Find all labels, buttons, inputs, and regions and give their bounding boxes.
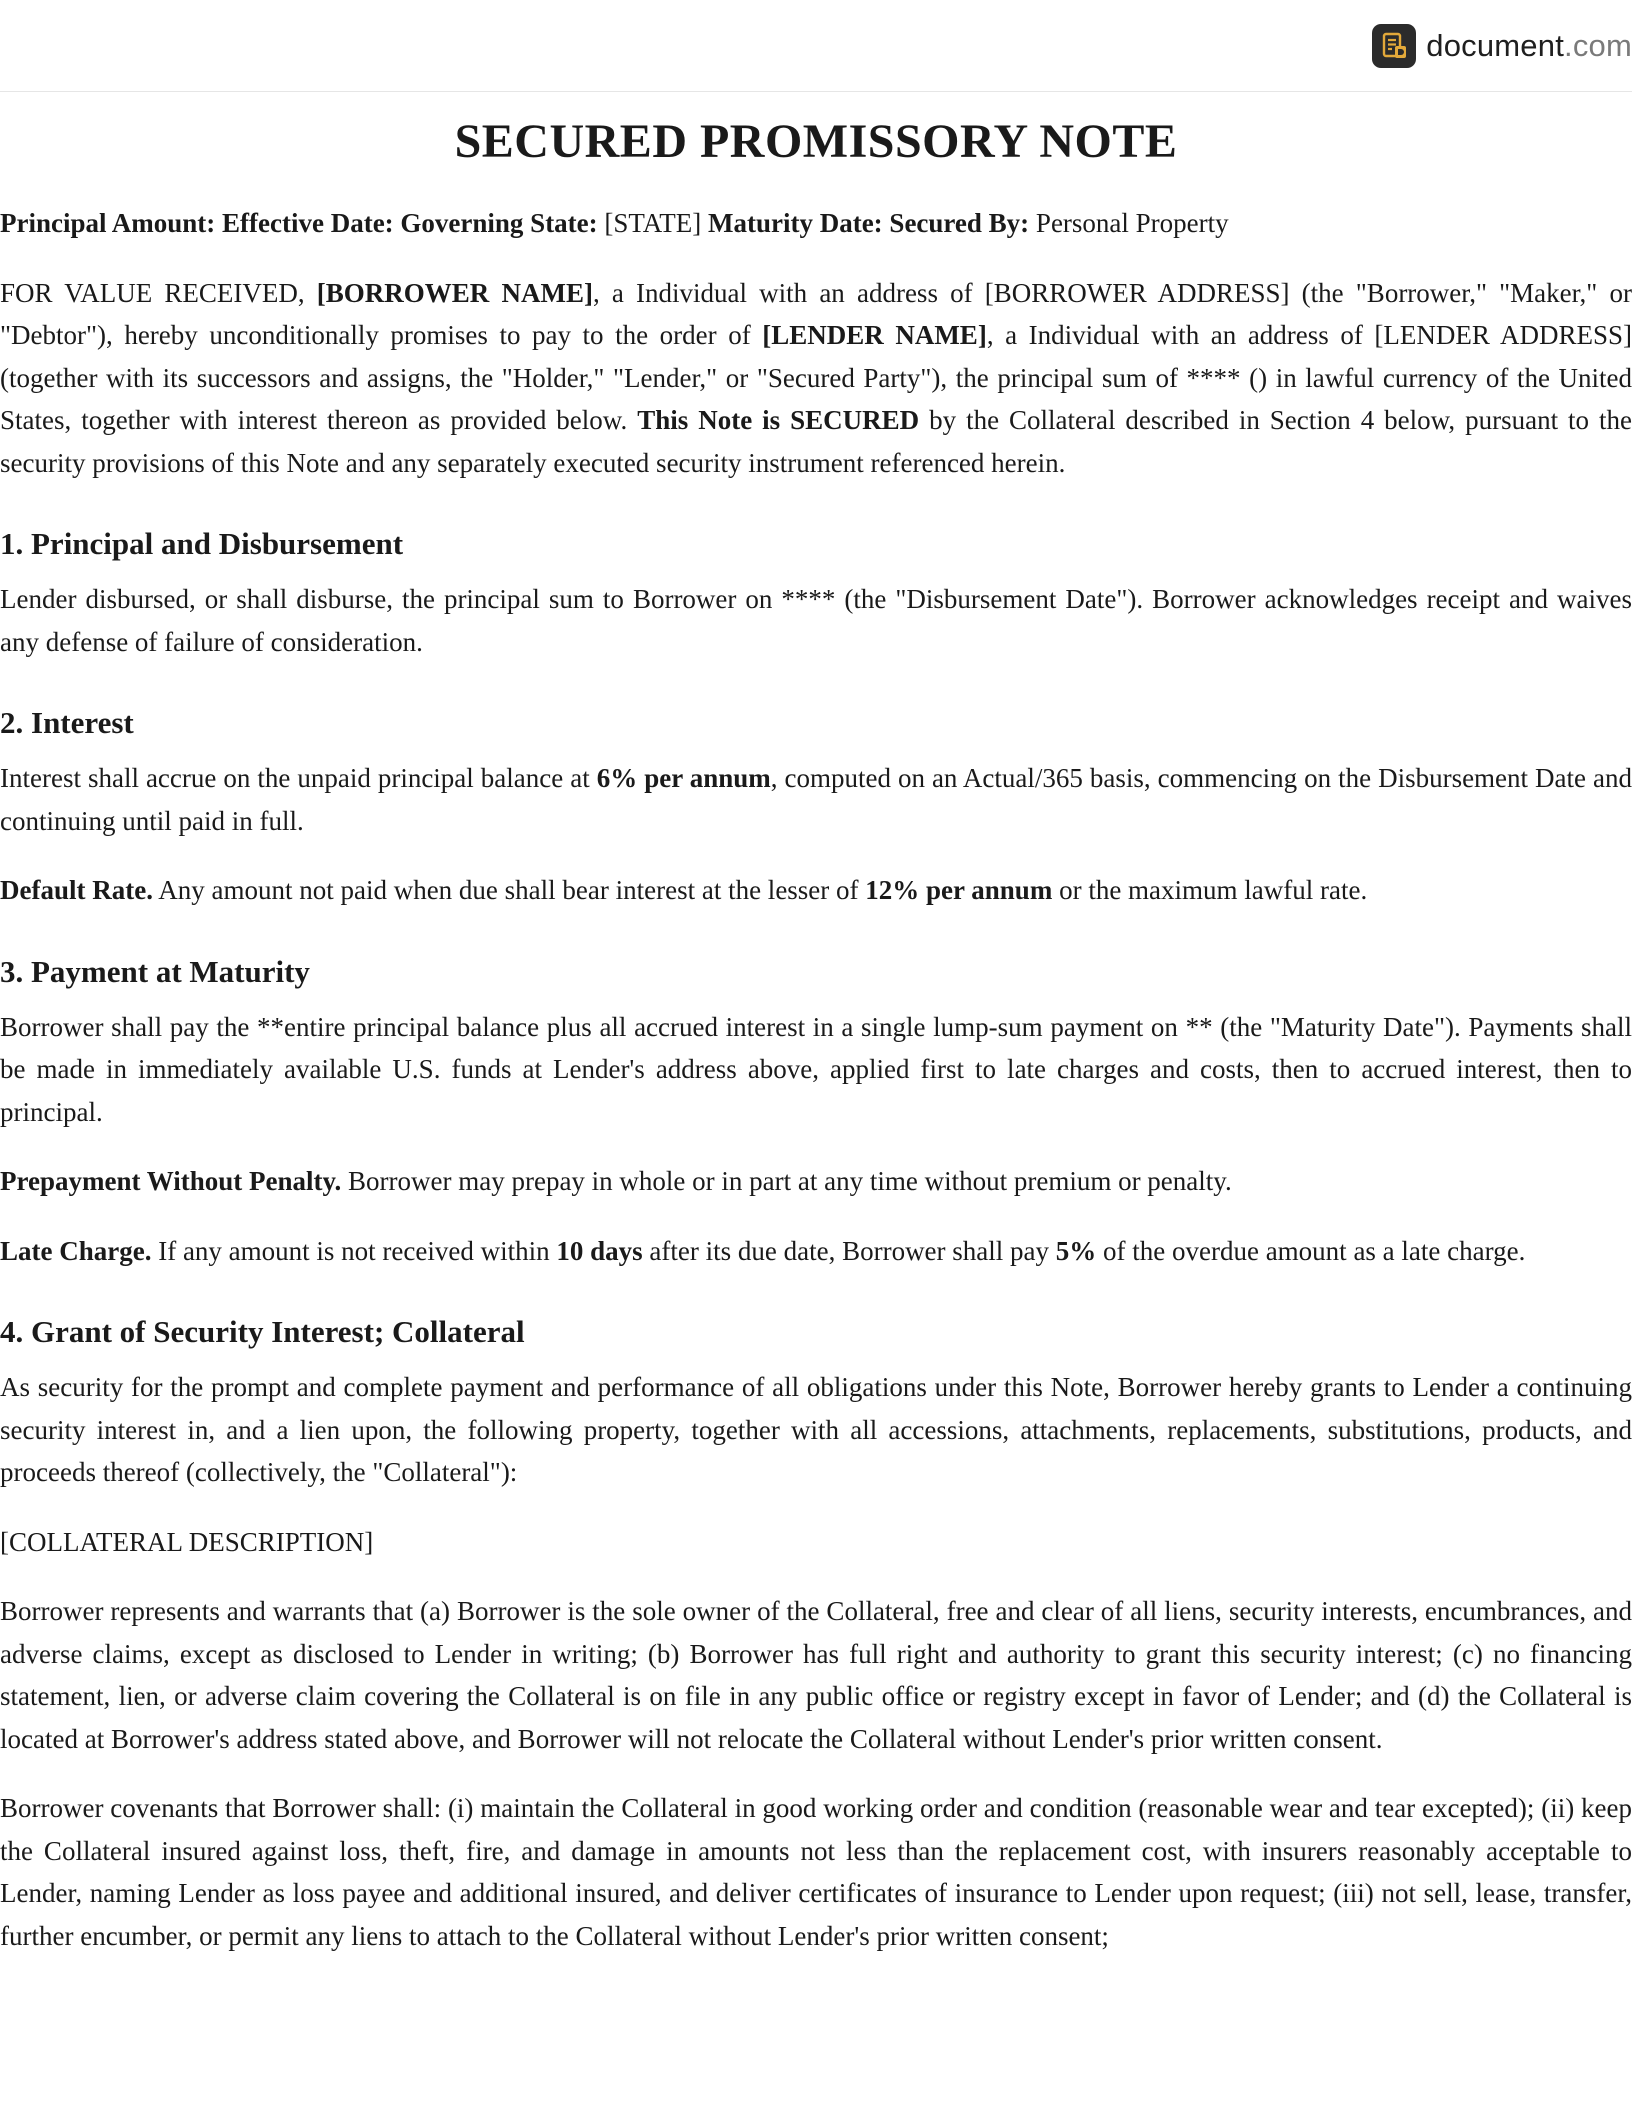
late-charge-paragraph — [0, 1230, 1632, 1273]
default-rate-text: or the maximum lawful rate. — [1052, 875, 1368, 905]
governing-value: [STATE] — [604, 208, 702, 238]
section-2-heading: 2. Interest — [0, 705, 134, 740]
default-rate-paragraph — [0, 869, 1632, 912]
default-rate-text: Any amount not paid when due shall bear interest at the lesser of — [152, 875, 866, 905]
brand-tld: .com — [1564, 28, 1632, 63]
security-grant-paragraph: As security for the prompt and complete payment and performance of all obligations under this Note, Borrower hereby grants to Lender a continuing security interest in, and a lien upon, the following property, together with all accessions, attachments, replacements, substitutions, products, and proceeds thereof (collectively, the "Collateral"): — [0, 1372, 1632, 1487]
intro-paragraph — [0, 272, 1632, 485]
prepayment-paragraph — [0, 1160, 1632, 1203]
representations-paragraph: Borrower represents and warrants that (a) Borrower is the sole owner of the Collateral, free and clear of all liens, security interests, encumbrances, and adverse claims, except as disclosed to Lender in writing; (b) Borrower has full right and authority to grant this security interest; (c) no financing statement, lien, or adverse claim covering the Collateral is on file in any public office or registry except in favor of Lender; and (d) the Collateral is located at Borrower's address stated above, and Borrower will not relocate the Collateral without Lender's prior written consent. — [0, 1596, 1632, 1754]
default-rate-label: Default Rate. — [0, 875, 153, 905]
maturity-label: Maturity Date: — [707, 208, 883, 238]
interest-paragraph — [0, 757, 1632, 842]
covenants-paragraph: Borrower covenants that Borrower shall: (i) maintain the Collateral in good working order and condition (reasonable wear and tear excepted); (ii) keep the Collateral insured against loss, theft, fire, and damage in amounts not less than the replacement cost, with insurers reasonably acceptable to Lender, naming Lender as loss payee and additional insured, and deliver certificates of insurance to Lender upon request; (iii) not sell, lease, transfer, further encumber, or permit any liens to attach to the Collateral without Lender's prior written consent; — [0, 1793, 1632, 1951]
prepayment-text: Borrower may prepay in whole or in part at any time without premium or penalty. — [341, 1166, 1232, 1196]
section-1-text: Lender disbursed, or shall disburse, the principal sum to Borrower on **** (the "Disbursement Date"). Borrower acknowledges receipt and waives any defense of failure of consideration. — [0, 584, 1632, 657]
section-1-heading: 1. Principal and Disbursement — [0, 526, 404, 561]
section-4-heading: 4. Grant of Security Interest; Collateral — [0, 1314, 525, 1349]
late-charge-text: after its due date, Borrower shall pay — [642, 1235, 1056, 1266]
interest-rate: 6% per annum — [596, 763, 771, 793]
intro-text: , a Individual with an address of [BORROWER ADDRESS] (the "Borrower," "Maker," or "Debtor"), hereby unconditionally promises to pay to the order of — [0, 277, 1632, 350]
late-charge-text: If any amount is not received within — [151, 1235, 557, 1266]
brand-name: document — [1426, 28, 1565, 63]
document-page — [0, 92, 1632, 1957]
borrower-name: [BORROWER NAME] — [316, 277, 593, 308]
intro-text: by the Collateral described in Section 4 below, pursuant to the security provisions of this Note and any separately executed security instrument referenced herein. — [0, 405, 1632, 478]
secured-value: Personal Property — [1035, 208, 1229, 238]
maturity-paragraph: Borrower shall pay the **entire principal balance plus all accrued interest in a single lump-sum payment on ** (the "Maturity Date"). Payments shall be made in immediately available U.S. funds at Lender's address above, applied first to late charges and costs, then to accrued interest, then to principal. — [0, 1011, 1632, 1127]
lender-name: [LENDER NAME] — [762, 320, 987, 350]
interest-text: , computed on an Actual/365 basis, commencing on the Disbursement Date and continuing until paid in full. — [0, 763, 1632, 836]
late-charge-text: of the overdue amount as a late charge. — [1096, 1235, 1526, 1266]
effective-label: Effective Date: — [222, 208, 394, 238]
default-rate-value: 12% per annum — [865, 875, 1053, 905]
secured-label: Secured By: — [889, 208, 1030, 238]
prepayment-label: Prepayment Without Penalty. — [0, 1166, 342, 1196]
late-charge-label: Late Charge. — [0, 1235, 152, 1266]
late-charge-percent: 5% — [1055, 1235, 1097, 1266]
principal-label: Principal Amount: — [0, 208, 216, 238]
document-title: SECURED PROMISSORY NOTE — [454, 115, 1178, 168]
intro-text: , a Individual with an address of [LENDER ADDRESS] (together with its successors and assigns, the "Holder," "Lender," or "Secured Party"), the principal sum of **** () in lawful currency of the United States, together with interest thereon as provided below. — [0, 320, 1632, 435]
secured-statement: This Note is SECURED — [637, 405, 920, 435]
brand-logo[interactable] — [1372, 24, 1632, 68]
section-3-heading: 3. Payment at Maturity — [0, 953, 310, 989]
interest-text: Interest shall accrue on the unpaid principal balance at — [0, 763, 597, 793]
meta-line — [0, 202, 1632, 245]
governing-label: Governing State: — [400, 208, 598, 238]
document-logo-icon — [1372, 24, 1416, 68]
late-charge-days: 10 days — [556, 1235, 643, 1266]
collateral-description: [COLLATERAL DESCRIPTION] — [0, 1526, 374, 1557]
intro-text: FOR VALUE RECEIVED, — [0, 277, 317, 308]
top-bar — [0, 0, 1632, 92]
